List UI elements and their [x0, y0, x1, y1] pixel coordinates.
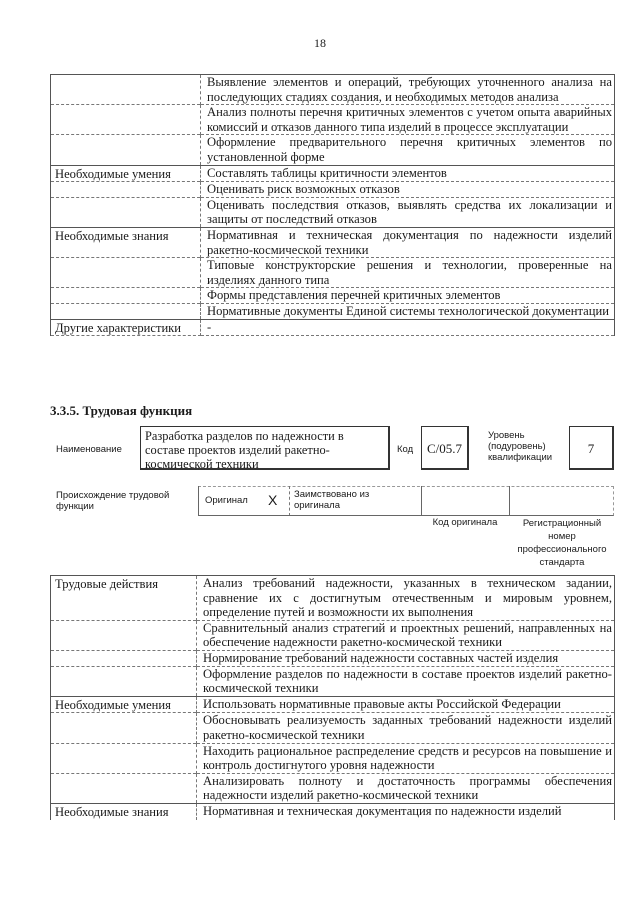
- row-label: [51, 135, 201, 165]
- row-label: Необходимые знания: [51, 227, 201, 257]
- section-heading: 3.3.5. Трудовая функция: [50, 403, 193, 418]
- original-mark: Х: [268, 492, 278, 508]
- table-row: [51, 105, 615, 135]
- reg-number-cell: [509, 486, 614, 516]
- table-row: [51, 773, 615, 803]
- row-item: Использовать нормативные правовые акты Российской Федерации: [197, 696, 615, 713]
- table-row: [51, 666, 615, 696]
- row-label: Необходимые умения: [51, 696, 197, 713]
- table-row: [51, 319, 615, 336]
- characteristics-table-bottom: [50, 575, 615, 820]
- row-item: Нормирование требований надежности составных частей изделия: [197, 650, 615, 666]
- table-row: [51, 135, 615, 165]
- function-name-box: Разработка разделов по надежности в составе проектов изделий ракетно-космической техники: [140, 426, 390, 470]
- row-label: [51, 713, 197, 743]
- characteristics-table-top: [50, 74, 615, 336]
- row-label: [51, 773, 197, 803]
- level-label: Уровень (подуровень) квалификации: [488, 430, 553, 463]
- table-row: [51, 197, 615, 227]
- row-label: [51, 620, 197, 650]
- row-item: Находить рациональное распределение средств и ресурсов на повышение и контроль достигнутого уровня надежности: [197, 743, 615, 773]
- table-row: [51, 803, 615, 819]
- row-item: Анализ требований надежности, указанных в техническом задании, сравнение их с достигнутым отечественным и мировым уровнем, определение путей и возможности их выполнения: [197, 576, 615, 621]
- row-label: [51, 666, 197, 696]
- table-row: [51, 303, 615, 319]
- row-label: [51, 182, 201, 198]
- original-label: Оригинал: [205, 495, 248, 506]
- row-item: Анализ полноты перечня критичных элементов с учетом опыта аварийных комиссий и отказов данного типа изделий в процессе эксплуатации: [201, 105, 615, 135]
- table-row: [51, 650, 615, 666]
- row-label: [51, 288, 201, 304]
- table-row: [51, 258, 615, 288]
- row-label: [51, 75, 201, 105]
- function-code-box: С/05.7: [421, 426, 469, 470]
- page-number: 18: [314, 36, 326, 50]
- row-item: Обосновывать реализуемость заданных требований надежности изделий ракетно-космической техники: [197, 713, 615, 743]
- reg-number-label: Регистрационный номер профессионального стандарта: [517, 518, 607, 568]
- table-row: [51, 743, 615, 773]
- row-label: Трудовые действия: [51, 576, 197, 621]
- origin-code-cell: [421, 486, 509, 516]
- row-label: Необходимые знания: [51, 803, 197, 819]
- row-item: Оценивать риск возможных отказов: [201, 182, 615, 198]
- row-item: Составлять таблицы критичности элементов: [201, 165, 615, 182]
- row-item: Сравнительный анализ стратегий и проектных решений, направленных на обеспечение надежности ракетно-космической техники: [197, 620, 615, 650]
- name-label: Наименование: [56, 444, 122, 455]
- table-row: [51, 182, 615, 198]
- row-item: Типовые конструкторские решения и технологии, проверенные на изделиях данного типа: [201, 258, 615, 288]
- table-row: [51, 75, 615, 105]
- row-item: Анализировать полноту и достаточность программы обеспечения надежности изделий ракетно-космической техники: [197, 773, 615, 803]
- row-label: Необходимые умения: [51, 165, 201, 182]
- code-label: Код: [397, 444, 414, 455]
- table-row: [51, 696, 615, 713]
- row-item: Оформление разделов по надежности в составе проектов изделий ракетно-космической техники: [197, 666, 615, 696]
- row-label: [51, 650, 197, 666]
- table-row: [51, 576, 615, 621]
- row-item: Нормативные документы Единой системы технологической документации: [201, 303, 615, 319]
- row-label: Другие характеристики: [51, 319, 201, 336]
- row-item: Оценивать последствия отказов, выявлять средства их локализации и защиты от последствий отказов: [201, 197, 615, 227]
- qualification-level-box: 7: [569, 426, 614, 470]
- row-item: Нормативная и техническая документация по надежности изделий: [197, 803, 615, 819]
- borrowed-label: Заимствовано из оригинала: [294, 489, 370, 511]
- row-item: Нормативная и техническая документация по надежности изделий ракетно-космической техники: [201, 227, 615, 257]
- origin-code-label: Код оригинала: [432, 517, 498, 528]
- row-label: [51, 105, 201, 135]
- table-row: [51, 620, 615, 650]
- row-item: -: [201, 319, 615, 336]
- table-row: [51, 165, 615, 182]
- table-row: [51, 227, 615, 257]
- row-item: Оформление предварительного перечня критичных элементов по установленной форме: [201, 135, 615, 165]
- table-row: [51, 288, 615, 304]
- row-item: Выявление элементов и операций, требующих уточненного анализа на последующих стадиях создания, и необходимых методов анализа: [201, 75, 615, 105]
- row-label: [51, 258, 201, 288]
- row-label: [51, 197, 201, 227]
- origin-label: Происхождение трудовой функции: [56, 490, 170, 512]
- row-label: [51, 303, 201, 319]
- table-row: [51, 713, 615, 743]
- row-item: Формы представления перечней критичных элементов: [201, 288, 615, 304]
- row-label: [51, 743, 197, 773]
